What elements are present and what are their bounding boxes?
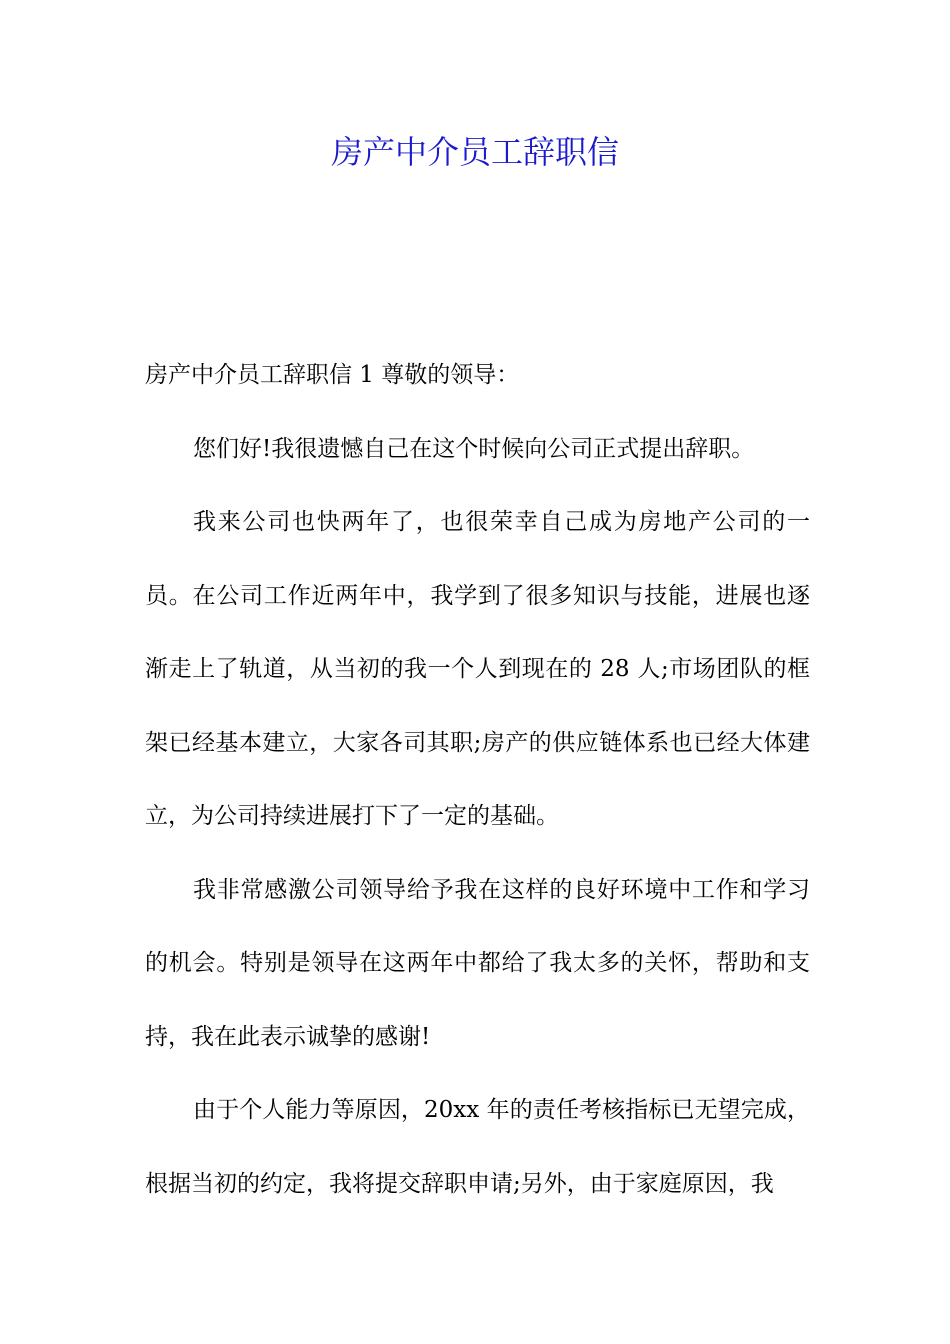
paragraph-reason: 由于个人能力等原因，20xx 年的责任考核指标已无望完成，根据当初的约定，我将提交辞职申请;另外，由于家庭原因，我 xyxy=(145,1097,810,1197)
letter-body xyxy=(145,339,810,1221)
paragraph-salutation: 房产中介员工辞职信 1 尊敬的领导： xyxy=(145,362,520,388)
paragraph-gratitude: 我非常感激公司领导给予我在这样的良好环境中工作和学习的机会。特别是领导在这两年中都给了我太多的关怀，帮助和支持，我在此表示诚挚的感谢! xyxy=(145,876,810,1050)
paragraph-greeting: 您们好!我很遗憾自己在这个时候向公司正式提出辞职。 xyxy=(193,435,755,462)
paragraph-experience: 我来公司也快两年了，也很荣幸自己成为房地产公司的一员。在公司工作近两年中，我学到了很多知识与技能，进展也逐渐走上了轨道，从当初的我一个人到现在的 28 人;市场团队的框架已经基本建立，大家各司其职;房产的供应链体系也已经大体建立，为公司持续进展打下了一定的基础。 xyxy=(145,509,810,829)
document-title: 房产中介员工辞职信 xyxy=(330,133,619,171)
